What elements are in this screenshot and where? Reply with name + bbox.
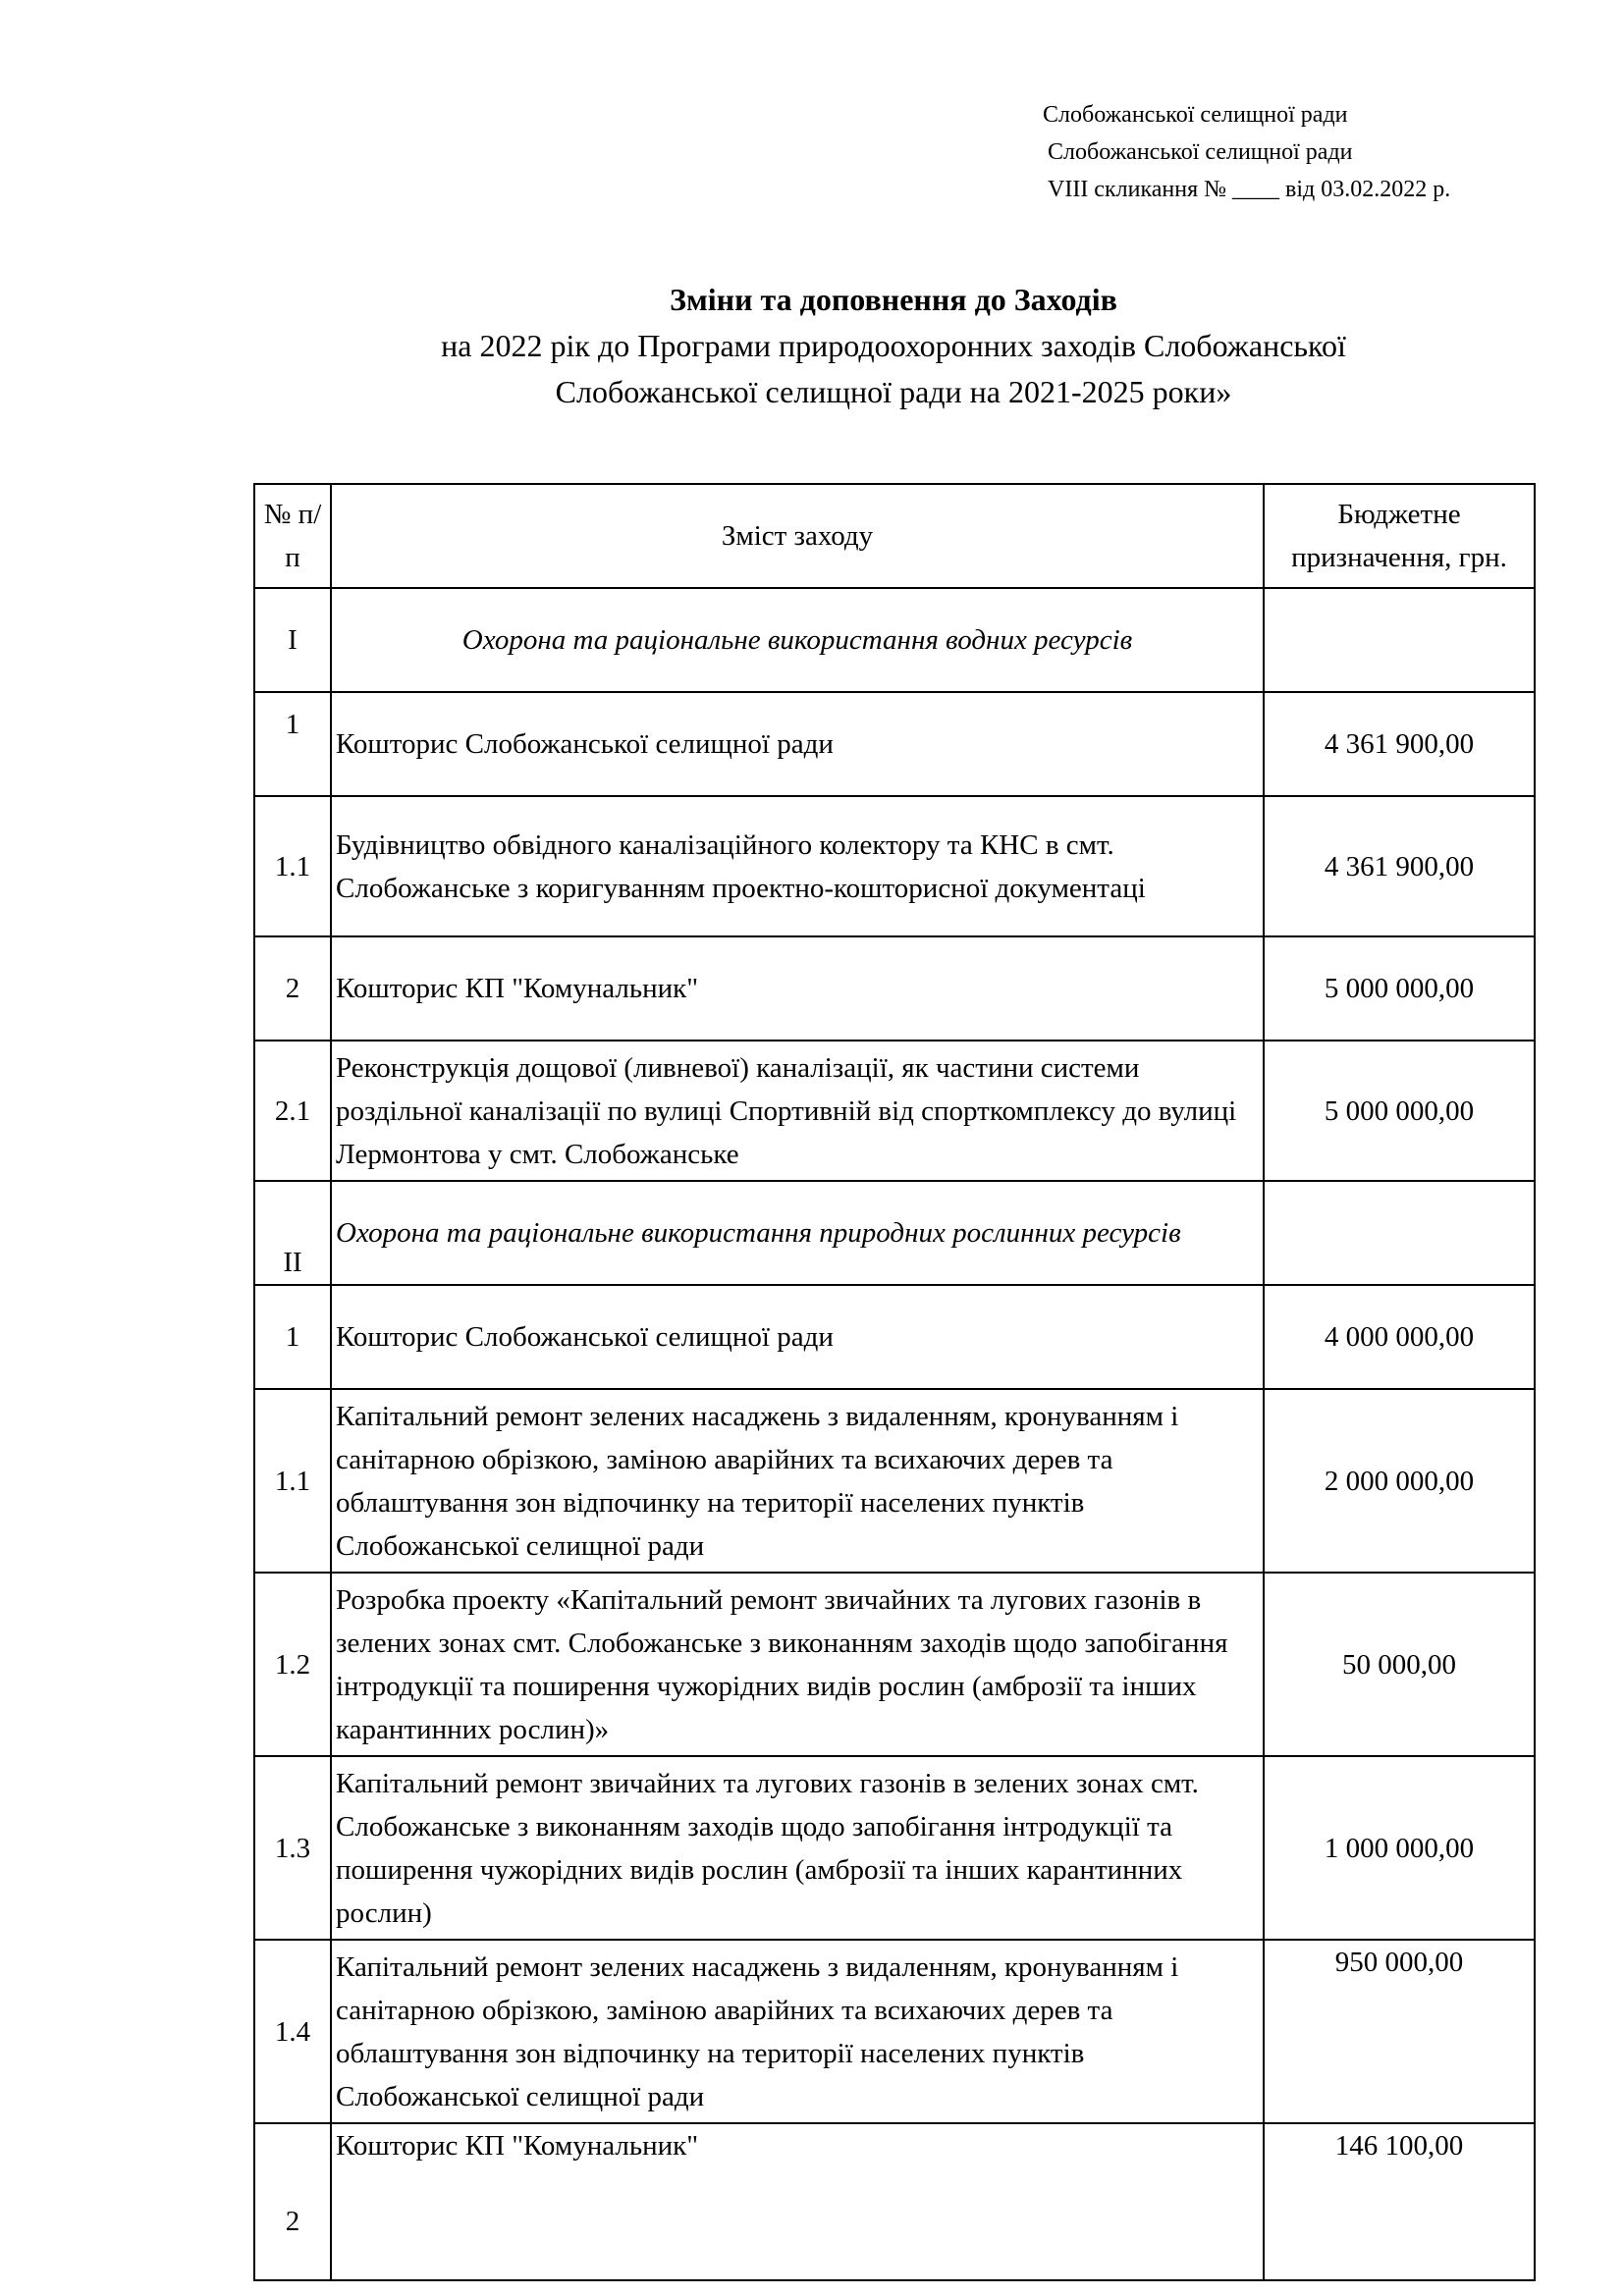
table-header-row: [254, 484, 1535, 588]
row-num: I: [254, 588, 331, 692]
table-row: [254, 936, 1535, 1041]
row-budget: 2 000 000,00: [1264, 1389, 1535, 1573]
table-row: [254, 796, 1535, 936]
row-content: Кошторис Слобожанської селищної ради: [331, 1285, 1264, 1389]
row-num: II: [254, 1181, 331, 1285]
row-budget: 4 361 900,00: [1264, 796, 1535, 936]
document-title: [0, 277, 1624, 415]
row-budget: 4 361 900,00: [1264, 692, 1535, 796]
row-num: 2.1: [254, 1041, 331, 1181]
row-num: 2: [254, 2123, 331, 2280]
row-num: 1.2: [254, 1573, 331, 1756]
row-budget: 50 000,00: [1264, 1573, 1535, 1756]
row-num: 1.3: [254, 1756, 331, 1940]
row-content: Капітальний ремонт звичайних та лугових газонів в зелених зонах смт. Слобожанське з виконанням заходів щодо запобігання інтродукції та поширення чужорідних видів рослин (амброзії та інших карантинних рослин): [331, 1756, 1264, 1940]
title-line-1: Зміни та доповнення до Заходів: [670, 282, 1117, 317]
header-budget: Бюджетне призначення, грн.: [1264, 484, 1535, 588]
document-header: [1043, 96, 1450, 208]
header-line-2: Слобожанської селищної ради: [1048, 139, 1353, 165]
row-content: Охорона та раціональне використання природних рослинних ресурсів: [331, 1181, 1264, 1285]
row-content: Капітальний ремонт зелених насаджень з видаленням, кронуванням і санітарною обрізкою, заміною аварійних та всихаючих дерев та облаштування зон відпочинку на території населених пунктів Слобожанської селищної ради: [331, 1940, 1264, 2123]
table-row: [254, 1940, 1535, 2123]
table-row: [254, 692, 1535, 796]
row-content: Кошторис КП "Комунальник": [331, 2123, 1264, 2280]
row-budget: 4 000 000,00: [1264, 1285, 1535, 1389]
table-row: [254, 1389, 1535, 1573]
row-content: Будівництво обвідного каналізаційного колектору та КНС в смт. Слобожанське з коригуванням проектно-кошторисної документаці: [331, 796, 1264, 936]
row-num: 1.4: [254, 1940, 331, 2123]
row-budget: 5 000 000,00: [1264, 1041, 1535, 1181]
row-content: Охорона та раціональне використання водних ресурсів: [331, 588, 1264, 692]
table-row: [254, 1756, 1535, 1940]
header-num: № п/п: [254, 484, 331, 588]
table-row: [254, 2123, 1535, 2280]
row-num: 1.1: [254, 1389, 331, 1573]
header-line-1: Слобожанської селищної ради: [1043, 102, 1348, 128]
title-line-3: Слобожанської селищної ради на 2021-2025 роки»: [555, 374, 1232, 409]
row-budget: 5 000 000,00: [1264, 936, 1535, 1041]
header-content: Зміст заходу: [331, 484, 1264, 588]
table-row: [254, 588, 1535, 692]
table-row: [254, 1285, 1535, 1389]
row-num: 1.1: [254, 796, 331, 936]
row-budget: 146 100,00: [1264, 2123, 1535, 2280]
title-line-2: на 2022 рік до Програми природоохоронних заходів Слобожанської: [441, 328, 1346, 363]
row-budget: 1 000 000,00: [1264, 1756, 1535, 1940]
table-row: [254, 1181, 1535, 1285]
header-line-3: VIII скликання № ____ від 03.02.2022 р.: [1048, 177, 1451, 202]
row-budget: 950 000,00: [1264, 1940, 1535, 2123]
table-row: [254, 1041, 1535, 1181]
row-content: Реконструкція дощової (ливневої) каналізації, як частини системи роздільної каналізації по вулиці Спортивній від спорткомплексу до вулиці Лермонтова у смт. Слобожанське: [331, 1041, 1264, 1181]
table-row: [254, 1573, 1535, 1756]
row-num: 1: [254, 692, 331, 796]
measures-table: [253, 483, 1536, 2281]
row-content: Розробка проекту «Капітальний ремонт звичайних та лугових газонів в зелених зонах смт. Слобожанське з виконанням заходів щодо запобігання інтродукції та поширення чужорідних видів рослин (амброзії та інших карантинних рослин)»: [331, 1573, 1264, 1756]
row-budget: [1264, 1181, 1535, 1285]
row-content: Капітальний ремонт зелених насаджень з видаленням, кронуванням і санітарною обрізкою, заміною аварійних та всихаючих дерев та облаштування зон відпочинку на території населених пунктів Слобожанської селищної ради: [331, 1389, 1264, 1573]
row-num: 2: [254, 936, 331, 1041]
row-content: Кошторис Слобожанської селищної ради: [331, 692, 1264, 796]
row-num: 1: [254, 1285, 331, 1389]
row-budget: [1264, 588, 1535, 692]
row-content: Кошторис КП "Комунальник": [331, 936, 1264, 1041]
